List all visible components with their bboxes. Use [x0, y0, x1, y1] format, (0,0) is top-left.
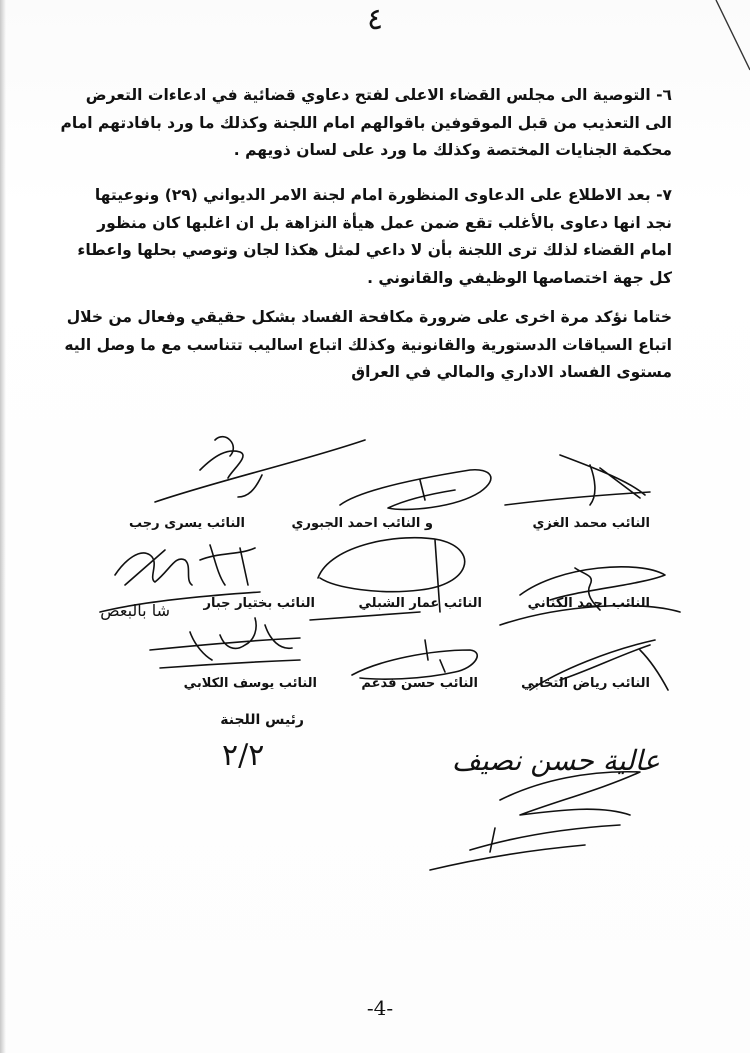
text-line: ٦- التوصية الى مجلس القضاء الاعلى لفتح دعاوي قضائية في ادعاءات التعرض [85, 86, 672, 104]
chair-date: ٢/٢ [222, 738, 265, 773]
signatory-label: النائب احمد الكناني [527, 596, 650, 611]
signatory-label: النائب رياض التخابي [521, 676, 650, 691]
chair-signature-name: عالية حسن نصيف [451, 744, 660, 777]
text-line: الى التعذيب من قبل الموقوفين باقوالهم امام اللجنة وكذلك ما ورد بافادتهم امام [60, 113, 672, 132]
signature-chair [430, 772, 640, 870]
signature-yusuf-kalabi [150, 618, 300, 668]
signatory-label: النائب يوسف الكلابي [183, 676, 317, 691]
text-line: مستوى الفساد الاداري والمالي في العراق [351, 363, 672, 381]
signature-mohammed-ghazi [505, 455, 650, 505]
signatory-label: النائب بختيار جبار [203, 596, 315, 611]
text-line: اتباع السياقات الدستورية والقانونية وكذلك اتباع اساليب تتناسب مع ما وصل اليه [64, 335, 672, 354]
conclusion-paragraph [52, 304, 672, 387]
signatory-label: النائب يسرى رجب [129, 516, 245, 531]
signatory-label: و النائب احمد الجبوري [291, 516, 433, 531]
signature-yusra-rajab [155, 437, 365, 502]
text-line: امام القضاء لذلك ترى اللجنة بأن لا داعي لمثل هكذا لجان وتوصي بحلها واعطاء [77, 241, 672, 259]
signatory-label: النائب محمد الغزي [532, 516, 650, 531]
text-line: كل جهة اختصاصها الوظيفي والقانوني . [367, 268, 672, 287]
text-line: محكمة الجنايات المختصة وكذلك ما ورد على لسان ذويهم . [233, 141, 672, 159]
scan-shadow [0, 0, 6, 1053]
text-line: ٧- بعد الاطلاع على الدعاوى المنظورة امام لجنة الامر الديواني (٢٩) ونوعيتها [94, 186, 672, 204]
text-line: نجد انها دعاوى بالأغلب تقع ضمن عمل هيأة النزاهة بل ان اغلبها كان منظور [97, 213, 672, 232]
recommendation-6 [52, 82, 672, 165]
recommendation-7 [52, 182, 672, 292]
signature-ahmed-jubouri [340, 470, 491, 510]
signature-hassan-fadam [352, 640, 477, 679]
text-line: ختاما نؤكد مرة اخرى على ضرورة مكافحة الفساد بشكل حقيقي وفعال من خلال [66, 308, 672, 326]
signature-bakhtiar-jabbar [115, 545, 255, 585]
page-number-top: ٤ [366, 2, 384, 37]
signatory-label: النائب عمار الشبلي [358, 596, 482, 611]
page-number-bottom: -4- [366, 996, 394, 1020]
handwritten-note: شا بالبعص [100, 601, 170, 620]
signatory-label: النائب حسن فدعم [361, 676, 478, 691]
committee-chair-label: رئيس اللجنة [220, 712, 304, 728]
